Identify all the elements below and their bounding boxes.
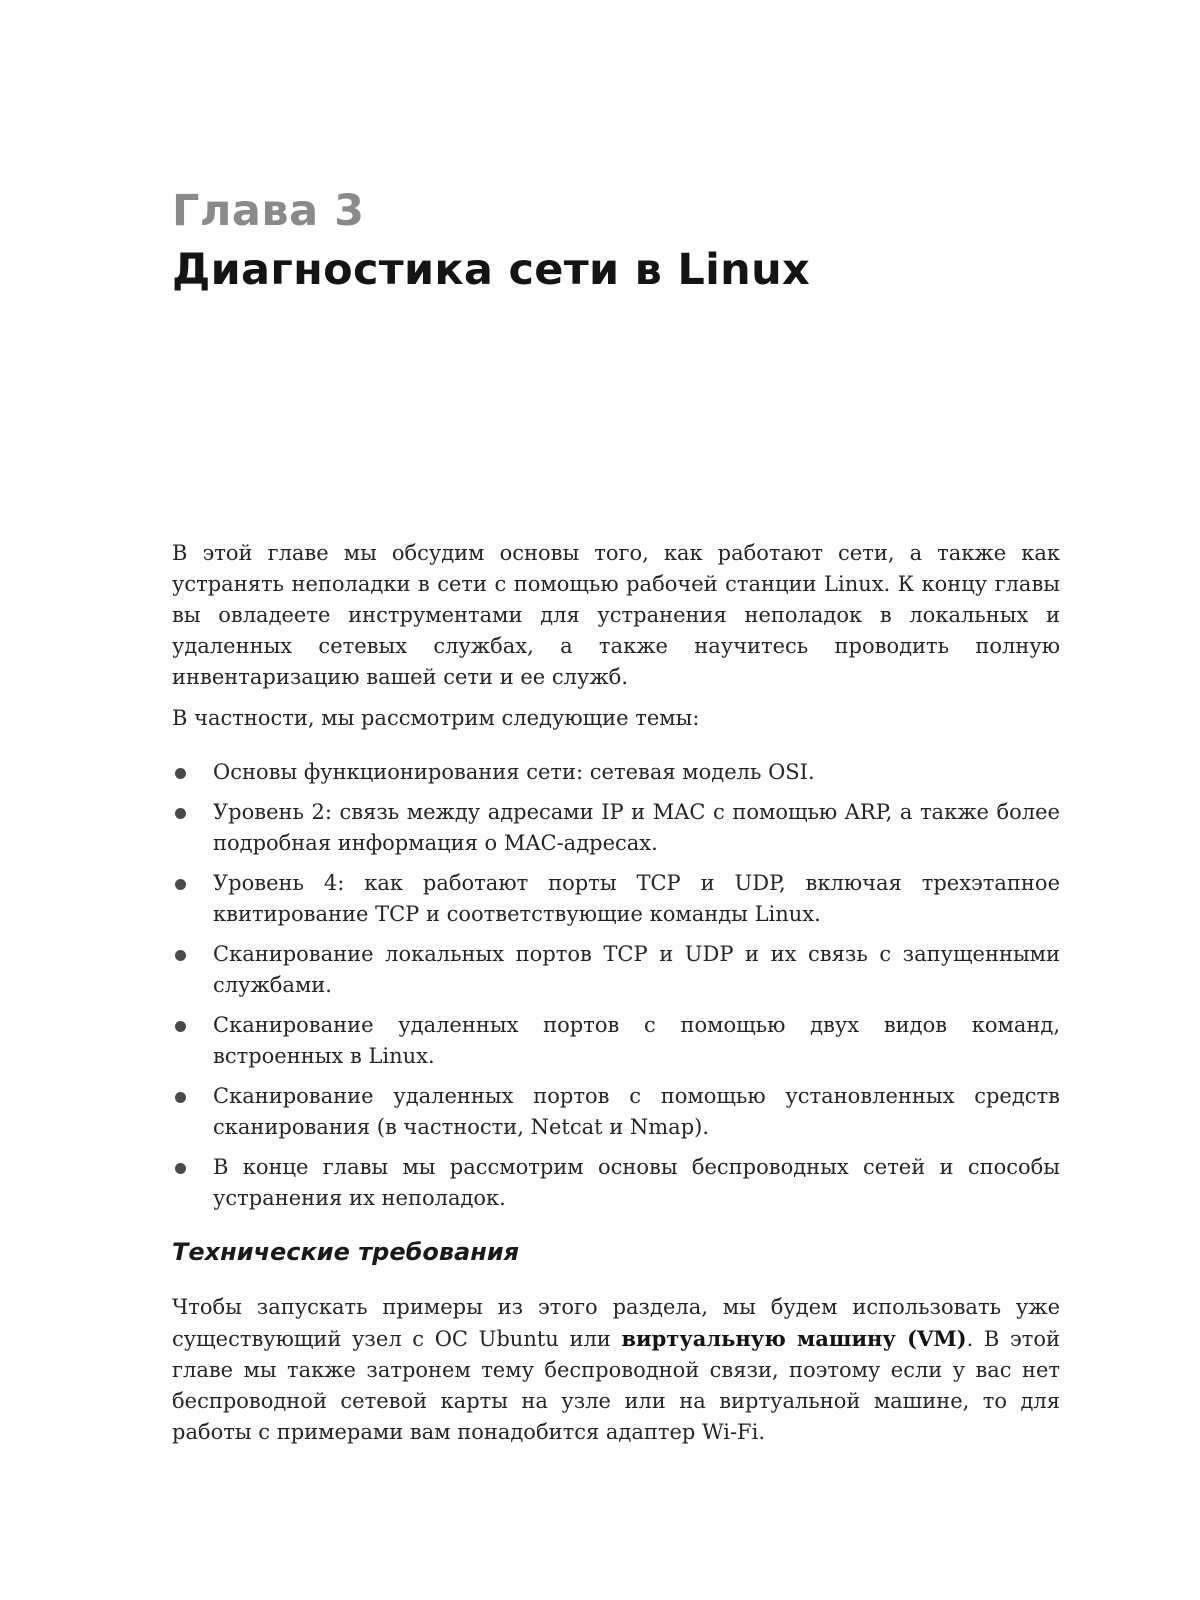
list-item-text: В конце главы мы рассмотрим основы беспроводных сетей и способы устранения их неполадок. xyxy=(213,1155,1060,1210)
bullet-icon xyxy=(175,1021,186,1032)
requirements-text-start: Чтобы запускать примеры из этого раздела, мы будем использовать уже существующий узел с ОС Ubuntu или xyxy=(172,1295,1060,1351)
list-item xyxy=(172,939,1060,1001)
bullet-icon xyxy=(175,950,186,961)
bullet-icon xyxy=(175,768,186,779)
list-item xyxy=(172,1010,1060,1072)
list-item xyxy=(172,1081,1060,1143)
list-item-text: Сканирование удаленных портов с помощью установленных средств сканирования (в частности, Netcat и Nmap). xyxy=(213,1084,1060,1139)
requirements-paragraph xyxy=(172,1292,1060,1448)
topics-lead: В частности, мы рассмотрим следующие темы: xyxy=(172,706,700,730)
list-item xyxy=(172,1152,1060,1214)
list-item-text: Уровень 2: связь между адресами IP и MAC с помощью ARP, а также более подробная информация о MAC-адресах. xyxy=(213,800,1060,855)
bullet-icon xyxy=(175,879,186,890)
list-item-text: Сканирование удаленных портов с помощью двух видов команд, встроенных в Linux. xyxy=(213,1013,1060,1068)
bullet-icon xyxy=(175,808,186,819)
list-item xyxy=(172,868,1060,930)
requirements-text-end: . В этой главе мы также затронем тему беспроводной связи, поэтому если у вас нет беспроводной сетевой карты на узле или на виртуальной машине, то для работы с примерами вам понадобится адаптер Wi-Fi. xyxy=(172,1327,1060,1444)
bullet-icon xyxy=(175,1163,186,1174)
section-title: Технические требования xyxy=(172,1238,520,1266)
list-item xyxy=(172,757,1060,788)
intro-paragraph: В этой главе мы обсудим основы того, как работают сети, а также как устранять неполадки в сети с помощью рабочей станции Linux. К концу главы вы овладеете инструментами для устранения неполадок в локальных и удаленных сетевых службах, а также научитесь проводить полную инвентаризацию вашей сети и ее служб. xyxy=(172,541,1060,689)
list-item-text: Уровень 4: как работают порты TCP и UDP, включая трехэтапное квитирование TCP и соответствующие команды Linux. xyxy=(213,871,1060,926)
topics-list xyxy=(172,757,1060,1223)
list-item-text: Основы функционирования сети: сетевая модель OSI. xyxy=(213,760,815,784)
list-item-text: Сканирование локальных портов TCP и UDP и их связь с запущенными службами. xyxy=(213,942,1060,997)
requirements-bold-term: виртуальную машину (VM) xyxy=(621,1326,967,1351)
chapter-title: Диагностика сети в Linux xyxy=(172,245,811,295)
chapter-number: Глава 3 xyxy=(172,186,365,236)
list-item xyxy=(172,797,1060,859)
bullet-icon xyxy=(175,1092,186,1103)
